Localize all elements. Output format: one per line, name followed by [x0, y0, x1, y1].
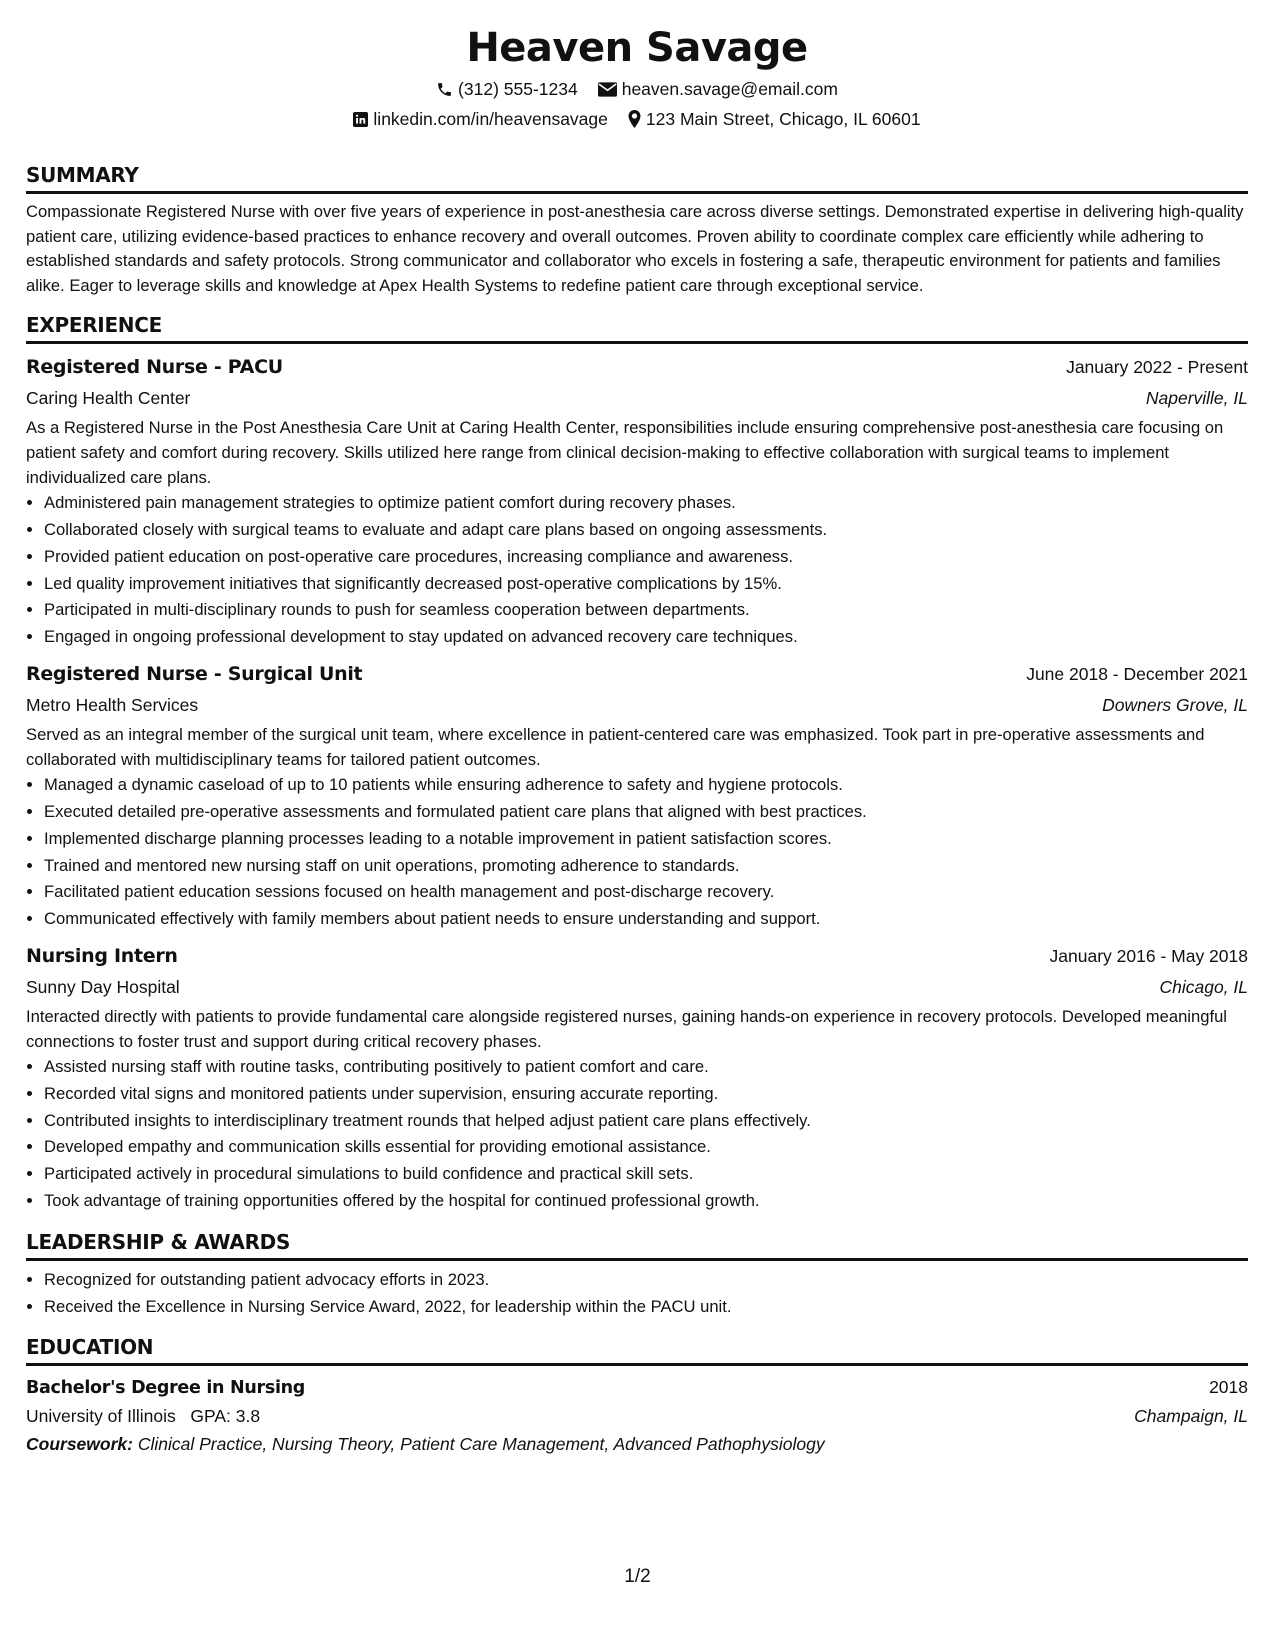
linkedin-text[interactable]: linkedin.com/in/heavensavage — [373, 108, 608, 129]
phone-item — [436, 79, 578, 100]
coursework-line — [26, 1429, 1248, 1459]
job-description: Served as an integral member of the surgical unit team, where excellence in patient-centered care was emphasized. Took part in pre-operative assessments and collaborated with multidisciplinary teams for tailored patient outcomes. — [26, 724, 1205, 769]
list-item: • Administered pain management strategies to optimize patient comfort during recovery phases. — [44, 490, 1248, 517]
list-item: • Collaborated closely with surgical teams to evaluate and adapt care plans based on ongoing assessments. — [44, 517, 1248, 544]
job-company: Sunny Day Hospital — [26, 976, 180, 997]
location-pin-icon — [628, 110, 641, 128]
list-item: • Executed detailed pre-operative assessments and formulated patient care plans that aligned with best practices. — [44, 799, 1248, 826]
linkedin-item[interactable] — [353, 109, 607, 130]
coursework-text: Clinical Practice, Nursing Theory, Patient Care Management, Advanced Pathophysiology — [137, 1434, 825, 1455]
page-number: 1/2 — [624, 1566, 651, 1587]
job-location: Chicago, IL — [1159, 976, 1248, 997]
job-entry — [26, 352, 1248, 651]
gpa: GPA: 3.8 — [190, 1406, 261, 1427]
job-entry — [26, 941, 1248, 1215]
list-item: • Took advantage of training opportunities offered by the hospital for continued professional growth. — [44, 1188, 1248, 1215]
list-item: • Recorded vital signs and monitored patients under supervision, ensuring accurate reporting. — [44, 1081, 1248, 1108]
job-description: Interacted directly with patients to provide fundamental care alongside registered nurses, gaining hands-on experience in recovery protocols. Developed meaningful connections to foster trust and support during critical recovery phases. — [26, 1006, 1227, 1051]
list-item: • Developed empathy and communication skills essential for providing emotional assistance. — [44, 1134, 1248, 1161]
list-item: • Trained and mentored new nursing staff on unit operations, promoting adherence to standards. — [44, 853, 1248, 880]
section-title-summary: SUMMARY — [26, 162, 1248, 194]
job-bullets — [26, 772, 1248, 933]
job-bullets — [26, 490, 1248, 651]
list-item: • Recognized for outstanding patient advocacy efforts in 2023. — [44, 1267, 1248, 1294]
list-item: • Provided patient education on post-operative care procedures, increasing compliance and awareness. — [44, 544, 1248, 571]
email-item[interactable] — [598, 79, 838, 100]
school-location: Champaign, IL — [1134, 1406, 1248, 1427]
list-item: • Contributed insights to interdisciplinary treatment rounds that helped adjust patient care plans effectively. — [44, 1108, 1248, 1135]
job-date: January 2022 - Present — [1066, 357, 1248, 378]
job-title: Nursing Intern — [26, 944, 178, 967]
job-title: Registered Nurse - Surgical Unit — [26, 662, 363, 685]
degree-year: 2018 — [1209, 1377, 1248, 1398]
job-location: Downers Grove, IL — [1102, 694, 1248, 715]
contact-row-secondary — [26, 104, 1248, 134]
list-item: • Communicated effectively with family members about patient needs to ensure understanding and support. — [44, 906, 1248, 933]
job-entry — [26, 659, 1248, 933]
list-item: • Engaged in ongoing professional development to stay updated on advanced recovery care techniques. — [44, 624, 1248, 651]
job-company: Metro Health Services — [26, 694, 199, 715]
job-bullets — [26, 1054, 1248, 1215]
job-date: January 2016 - May 2018 — [1049, 945, 1248, 966]
list-item: • Led quality improvement initiatives that significantly decreased post-operative complications by 15%. — [44, 571, 1248, 598]
section-title-experience: EXPERIENCE — [26, 312, 1248, 344]
job-description: As a Registered Nurse in the Post Anesthesia Care Unit at Caring Health Center, responsibilities include ensuring comprehensive post-anesthesia care focusing on patient safety and comfort during recovery. Skills utilized here range from clinical decision-making to effective collaboration with surgical teams to implement individualized care plans. — [26, 418, 1224, 487]
section-title-leadership: LEADERSHIP & AWARDS — [26, 1229, 1248, 1261]
experience-section — [26, 312, 1248, 1215]
list-item: • Assisted nursing staff with routine tasks, contributing positively to patient comfort and care. — [44, 1054, 1248, 1081]
degree-title: Bachelor's Degree in Nursing — [26, 1378, 306, 1399]
phone-icon — [436, 81, 453, 98]
leadership-bullets — [26, 1267, 1248, 1321]
list-item: • Facilitated patient education sessions focused on health management and post-discharge recovery. — [44, 879, 1248, 906]
school-name: University of Illinois — [26, 1406, 176, 1427]
resume-page — [26, 0, 1248, 1459]
job-title: Registered Nurse - PACU — [26, 356, 283, 379]
education-section — [26, 1334, 1248, 1459]
list-item: • Implemented discharge planning processes leading to a notable improvement in patient satisfaction scores. — [44, 826, 1248, 853]
section-title-education: EDUCATION — [26, 1334, 1248, 1366]
job-location: Naperville, IL — [1145, 388, 1248, 409]
coursework-label: Coursework: — [26, 1434, 133, 1455]
job-date: June 2018 - December 2021 — [1026, 663, 1248, 684]
email-icon — [598, 82, 617, 97]
contact-row-primary — [26, 74, 1248, 104]
candidate-name: Heaven Savage — [466, 25, 808, 71]
linkedin-icon — [353, 112, 368, 127]
list-item: • Managed a dynamic caseload of up to 10 patients while ensuring adherence to safety and hygiene protocols. — [44, 772, 1248, 799]
list-item: • Participated actively in procedural simulations to build confidence and practical skill sets. — [44, 1161, 1248, 1188]
school-line — [26, 1403, 260, 1429]
leadership-section — [26, 1229, 1248, 1321]
address-text: 123 Main Street, Chicago, IL 60601 — [645, 108, 921, 129]
address-item — [628, 109, 921, 130]
summary-section — [26, 162, 1248, 298]
phone-text: (312) 555-1234 — [458, 78, 578, 99]
job-company: Caring Health Center — [26, 388, 191, 409]
email-text[interactable]: heaven.savage@email.com — [621, 78, 838, 99]
list-item: • Received the Excellence in Nursing Service Award, 2022, for leadership within the PACU unit. — [44, 1294, 1248, 1321]
list-item: • Participated in multi-disciplinary rounds to push for seamless cooperation between departments. — [44, 597, 1248, 624]
summary-text: Compassionate Registered Nurse with over five years of experience in post-anesthesia care across diverse settings. Demonstrated expertise in delivering high-quality patient care, utilizing evidence-based practices to enhance recovery and overall outcomes. Proven ability to coordinate complex care efficiently while adhering to established standards and safety protocols. Strong communicator and collaborator who excels in fostering a safe, therapeutic environment for patients and families alike. Eager to leverage skills and knowledge at Apex Health Systems to redefine patient care through exceptional service. — [26, 202, 1244, 295]
